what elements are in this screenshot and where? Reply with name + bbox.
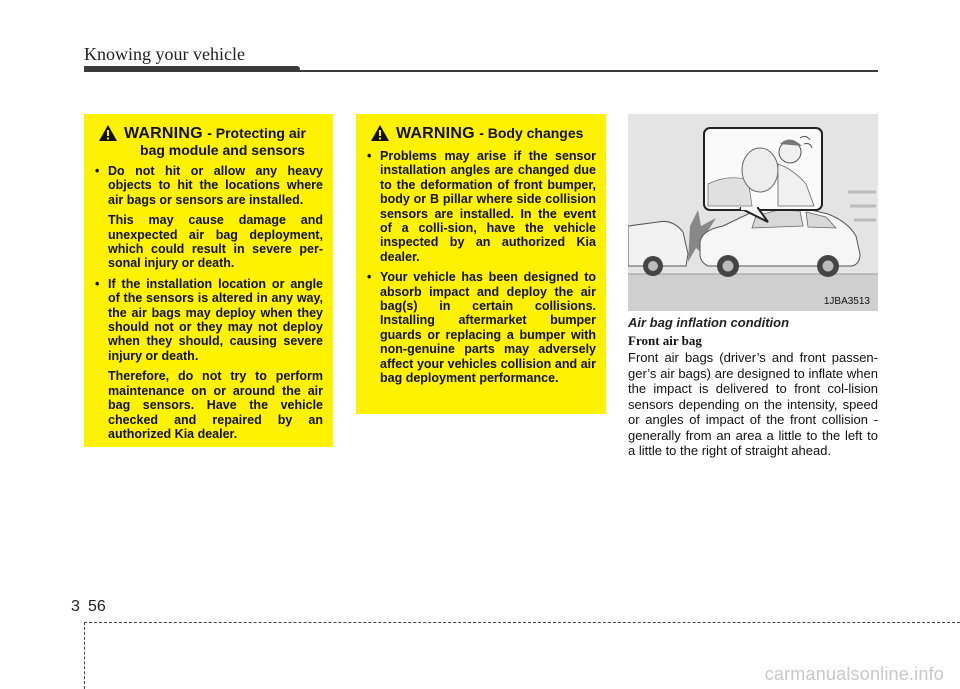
section-subheading: Front air bag [628, 333, 702, 348]
warning-bullets [364, 149, 596, 386]
warning-triangle-icon [98, 124, 118, 142]
paragraph: • Your vehicle has been designed to absorb impact and deploy the air bag(s) in certain collisions. Installing aftermarket bumper guards or replacing a bumper with non-genuine parts may adversely affect your vehicles collision and air bag deployment performance. [380, 270, 596, 386]
warning-label: WARNING [396, 125, 475, 142]
paragraph: • Do not hit or allow any heavy objects to hit the locations where air bags or sensors are installed. [108, 164, 323, 207]
warning-box-body-changes [356, 114, 606, 414]
warning-header [364, 124, 596, 143]
warning-title: - Body changes [479, 125, 584, 141]
airbag-collision-illustration [628, 114, 878, 311]
paragraph: This may cause damage and unexpected air bag deployment, which could result in severe per-sonal injury or death. [108, 213, 323, 271]
warning-bullets [92, 164, 323, 441]
section-heading: Air bag inflation condition [628, 315, 790, 330]
warning-header [92, 124, 323, 143]
footer-rule-vertical [84, 622, 85, 689]
watermark: carmanualsonline.info [764, 664, 944, 684]
header-title: Knowing your vehicle [84, 44, 245, 64]
warning-label: WARNING [124, 125, 203, 142]
warning-box-protecting-airbag [84, 114, 333, 447]
footer-rule [84, 622, 960, 623]
list-item [92, 277, 323, 441]
figure-code: 1JBA3513 [823, 296, 870, 307]
list-item [92, 164, 323, 271]
collision-illustration-icon [628, 114, 878, 311]
paragraph: Therefore, do not try to perform maintenance on or around the air bag sensors. Have the vehicle checked and repaired by an authorized Kia dealer. [108, 369, 323, 441]
section-body: Front air bags (driver’s and front passen-ger’s air bags) are designed to inflate when the impact is delivered to front col-lision sensors depending on the intensity, speed or angles of impact of the front collision - generally from an area a little to the left to a little to the right of straight ahead. [628, 350, 878, 458]
list-item [364, 270, 596, 385]
warning-triangle-icon [370, 124, 390, 142]
chapter-number: 3 [71, 598, 80, 615]
list-item [364, 149, 596, 264]
page-number: 56 [88, 598, 106, 615]
paragraph: • Problems may arise if the sensor installation angles are changed due to the deformation of front bumper, body or B pillar where side collision sensors are installed. In the event of a colli-sion, have the vehicle inspected by an authorized Kia dealer. [380, 149, 596, 264]
header-rule-thin [84, 70, 878, 72]
warning-title-line2: bag module and sensors [140, 142, 305, 158]
paragraph: • If the installation location or angle of the sensors is altered in any way, the air bags may deploy when they should not or they may not deploy when they should, causing severe injury or death. [108, 276, 323, 363]
warning-title: - Protecting air [207, 125, 306, 141]
